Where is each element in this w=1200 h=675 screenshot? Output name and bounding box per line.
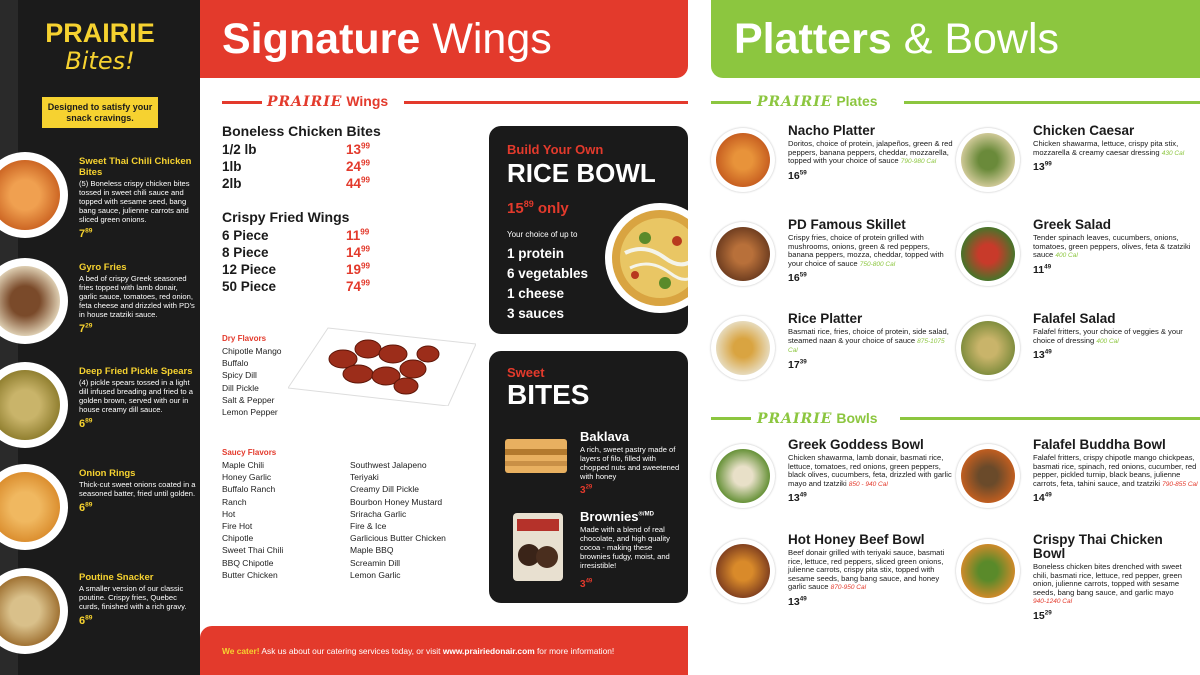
wing-size: 8 Piece	[222, 245, 269, 260]
plate-calories: 400 Cal	[1055, 252, 1078, 260]
flavor-item: Garlicious Butter Chicken	[350, 533, 446, 544]
plate-desc: Chicken shawarma, lettuce, crispy pita stix, mozzarella & creamy caesar dressing 430 Cal	[1033, 139, 1185, 157]
snack-item	[79, 156, 197, 240]
divider-line	[900, 417, 1200, 420]
price: $6^{89}$	[79, 417, 93, 430]
price: $13^{49}$	[788, 595, 807, 608]
platters-header	[711, 0, 1200, 78]
divider-line	[404, 101, 688, 104]
bowl-calories: 790-855 Cal	[1162, 480, 1198, 488]
flavor-item: Salt & Pepper	[222, 394, 275, 405]
flavor-item: Maple BBQ	[350, 545, 394, 556]
plate-desc: Crispy fries, choice of protein grilled with mushrooms, onions, green & red peppers, banana peppers, mozza, cheddar, topped with your choice of sauce 750-800 Cal	[788, 233, 944, 268]
snack-image	[0, 362, 68, 448]
flavor-item: Butter Chicken	[222, 569, 278, 580]
price: $24^{99}$	[346, 158, 371, 174]
price: $3^{29}$	[580, 484, 593, 496]
plate-item	[1033, 312, 1200, 361]
plate-calories: 430 Cal	[1161, 149, 1185, 157]
divider-line	[711, 101, 751, 104]
price: $14^{49}$	[1033, 491, 1052, 505]
saucy-flavors-col1	[222, 459, 283, 581]
bowls-section-title: PRAIRIE Bowls	[757, 410, 878, 427]
plate-title: Rice Platter	[788, 311, 863, 326]
snack-desc: (4) pickle spears tossed in a light dill infused breading and fried to a golden brown, served with our in house creamy dill sauce.	[79, 378, 193, 414]
price: $13^{49}$	[788, 491, 807, 505]
price: $11^{99}$	[346, 227, 370, 243]
plates-section-title: PRAIRIE Plates	[757, 93, 878, 110]
plate-title: Greek Salad	[1033, 217, 1112, 232]
snack-desc: (5) Boneless crispy chicken bites tossed in sweet chili sauce and topped with sesame seed, bang bang sauce, julienne carrots and sliced green onions.	[79, 179, 190, 224]
footer-cater: We cater!	[222, 646, 260, 656]
plate-item	[788, 312, 956, 371]
bowl-item	[788, 438, 956, 504]
brownies-image	[511, 511, 565, 583]
rice-bowl-card	[489, 126, 688, 334]
price: $7^{89}$	[79, 227, 93, 240]
price: $7^{29}$	[79, 322, 93, 335]
bowl-image	[711, 444, 775, 508]
flavor-item: Chipotle	[222, 533, 254, 544]
wing-size: 12 Piece	[222, 262, 277, 277]
price: $11^{49}$	[1033, 263, 1052, 276]
flavor-item: Spicy Dill	[222, 370, 257, 381]
footer-banner	[200, 626, 688, 675]
flavor-item: Creamy Dill Pickle	[350, 484, 419, 495]
plate-desc: Falafel fritters, your choice of veggies & your choice of dressing 400 Cal	[1033, 327, 1183, 345]
snack-title: Sweet Thai Chili Chicken Bites	[79, 156, 192, 178]
snack-image	[0, 568, 68, 654]
price: $16^{59}$	[788, 271, 807, 285]
bowl-desc: Chicken shawarma, lamb donair, basmati rice, lettuce, tomatoes, red onions, green peppers, black olives, cucumbers, feta, drizzled with garlic mayo and tzatziki 850 - 940 Cal	[788, 453, 952, 488]
sweet-title: Baklava	[580, 429, 630, 444]
plate-item	[788, 124, 956, 182]
flavor-item: Hot	[222, 508, 236, 519]
price: $14^{99}$	[346, 244, 371, 260]
sweet-title: BITES	[507, 379, 590, 410]
bowl-image	[956, 444, 1020, 508]
snack-title: Gyro Fries	[79, 262, 127, 273]
price: $13^{99}$	[1033, 160, 1052, 174]
bowl-calories: 870-950 Cal	[830, 584, 867, 592]
price: $44^{99}$	[346, 175, 371, 191]
flavor-item: Screamin Dill	[350, 557, 401, 568]
footer-end: for more information!	[534, 646, 615, 656]
wings-section-title: PRAIRIE Wings	[267, 93, 389, 110]
wings-header-bold: Signature	[222, 15, 421, 63]
snack-desc: Thick-cut sweet onions coated in a seasoned batter, fried until golden.	[79, 480, 196, 498]
plate-desc: Basmati rice, fries, choice of protein, side salad, steamed naan & your choice of sauce 875-1075 Cal	[788, 327, 949, 355]
flavor-item: BBQ Chipotle	[222, 557, 274, 568]
flavor-item: Southwest Jalapeno	[350, 460, 427, 470]
plate-title: Chicken Caesar	[1033, 123, 1135, 138]
bowl-item	[1033, 438, 1200, 504]
plate-calories: 875-1075 Cal	[788, 337, 945, 355]
rice-bowl-choice: Your choice of up to	[507, 230, 578, 239]
snack-item	[79, 468, 197, 514]
rice-bowl-option: 3 sauces	[507, 306, 565, 321]
plate-image	[956, 128, 1020, 192]
price: $16^{59}$	[788, 169, 807, 182]
dry-flavors-list	[222, 345, 282, 418]
wing-size: 50 Piece	[222, 279, 277, 294]
price: $6^{89}$	[79, 614, 93, 627]
bowl-image	[956, 539, 1020, 603]
flavor-item: Sweet Thai Chili	[222, 545, 284, 556]
wing-size: 1lb	[222, 159, 242, 174]
flavor-item: Dill Pickle	[222, 382, 259, 393]
plate-image	[956, 222, 1020, 286]
sweet-bites-card	[489, 351, 688, 603]
brand-subtitle: Bites!	[65, 47, 135, 75]
flavor-item: Ranch	[222, 496, 247, 507]
plate-title: PD Famous Skillet	[788, 217, 906, 232]
price: $13^{49}$	[1033, 348, 1052, 362]
price: $19^{99}$	[346, 261, 371, 277]
snack-image	[0, 152, 68, 238]
flavor-item: Sriracha Garlic	[350, 508, 407, 519]
plate-desc: Doritos, choice of protein, jalapeños, green & red peppers, banana peppers, cheddar, mozzarella, topped with your choice of sauce 790-980 Cal	[788, 139, 953, 166]
flavor-item: Lemon Garlic	[350, 569, 401, 580]
snack-item	[79, 572, 197, 627]
price: $74^{99}$	[346, 278, 371, 294]
snack-title: Onion Rings	[79, 468, 136, 479]
sweet-title: Brownies$^{®/MD}$	[580, 509, 654, 524]
divider-line	[904, 101, 1200, 104]
rice-bowl-option: 1 cheese	[507, 286, 565, 301]
snack-item	[79, 262, 197, 335]
plate-calories: 790-980 Cal	[900, 158, 937, 166]
boneless-title: Boneless Chicken Bites	[222, 123, 381, 139]
price: $3^{49}$	[580, 578, 593, 590]
wing-size: 2lb	[222, 176, 242, 191]
rice-bowl-line1: Build Your Own	[507, 142, 604, 157]
sweet-desc: A rich, sweet pastry made of layers of filo, filled with chopped nuts and sweetened with honey	[580, 445, 680, 481]
bowl-calories: 940-1240 Cal	[1033, 598, 1073, 606]
plate-image	[711, 316, 775, 380]
crispy-title: Crispy Fried Wings	[222, 209, 350, 225]
wings-header	[200, 0, 688, 78]
wing-size: 6 Piece	[222, 228, 269, 243]
bowl-image	[711, 539, 775, 603]
sweet-desc: Made with a blend of real chocolate, and high quality cocoa - making these brownies fudgy, moist, and irresistible!	[580, 525, 670, 570]
price: $15^{29}$	[1033, 609, 1052, 622]
snack-desc: A smaller version of our classic poutine. Crispy fries, Quebec curds, finished with a rich gravy.	[79, 584, 187, 611]
snack-desc: A bed of crispy Greek seasoned fries topped with lamb donair, garlic sauce, tomatoes, red onion, feta cheese and drizzled with PD's in house tzatziki sauce.	[79, 274, 195, 319]
rice-bowl-price: $15^{89}$ only	[507, 199, 569, 217]
footer-text: Ask us about our catering services today, or visit	[259, 646, 443, 656]
snack-title: Poutine Snacker	[79, 572, 154, 583]
price: $13^{99}$	[346, 141, 371, 157]
flavor-item: Buffalo Ranch	[222, 484, 276, 495]
bowl-item	[788, 533, 956, 608]
platters-header-light: & Bowls	[903, 15, 1060, 63]
wings-plate-image	[288, 324, 476, 406]
plate-image	[711, 128, 775, 192]
flavor-item: Honey Garlic	[222, 472, 272, 483]
rice-bowl-option: 1 protein	[507, 246, 565, 261]
divider-line	[222, 101, 262, 104]
wings-header-light: Wings	[432, 15, 552, 63]
snack-title: Deep Fried Pickle Spears	[79, 366, 193, 377]
price: $6^{89}$	[79, 501, 93, 514]
price: $17^{39}$	[788, 358, 807, 371]
bowl-calories: 850 - 940 Cal	[848, 480, 888, 488]
flavor-item: Fire Hot	[222, 521, 253, 532]
rice-bowl-title: RICE BOWL	[507, 158, 656, 188]
plate-calories: 750-800 Cal	[859, 260, 896, 268]
plate-item	[788, 218, 956, 284]
snacks-panel	[0, 0, 200, 675]
brand-title: PRAIRIE	[45, 18, 155, 48]
saucy-flavors-col2	[350, 459, 446, 581]
platters-header-bold: Platters	[734, 15, 892, 63]
flavor-item: Bourbon Honey Mustard	[350, 496, 443, 507]
dry-flavors-title: Dry Flavors	[222, 334, 267, 343]
bowl-title: Hot Honey Beef Bowl	[788, 532, 925, 547]
saucy-flavors-title: Saucy Flavors	[222, 448, 277, 457]
snack-image	[0, 464, 68, 550]
tagline-badge: Designed to satisfy your snack cravings.	[42, 97, 158, 128]
plate-item	[1033, 218, 1200, 276]
plate-title: Falafel Salad	[1033, 311, 1116, 326]
bowl-title: Falafel Buddha Bowl	[1033, 437, 1166, 452]
flavor-item: Lemon Pepper	[222, 407, 278, 418]
plate-image	[711, 222, 775, 286]
plate-calories: 400 Cal	[1096, 337, 1119, 345]
wing-size: 1/2 lb	[222, 142, 257, 157]
plate-desc: Tender spinach leaves, cucumbers, onions, tomatoes, green peppers, olives, feta & tzatziki sauce 400 Cal	[1033, 233, 1191, 260]
rice-bowl-option: 6 vegetables	[507, 266, 589, 281]
bowl-title: Greek Goddess Bowl	[788, 437, 924, 452]
baklava-image	[503, 433, 569, 477]
plate-image	[956, 316, 1020, 380]
rice-bowl-image	[605, 203, 688, 313]
bowl-desc: Boneless chicken bites drenched with sweet chili, basmati rice, lettuce, red pepper, green onion, julienne carrots, topped with sesame seeds, bang bang sauce, and garlic mayo 940-1240 Cal	[1033, 562, 1183, 606]
flavor-item: Chipotle Mango	[222, 346, 282, 356]
flavor-item: Maple Chili	[222, 460, 265, 470]
flavor-item: Teriyaki	[350, 472, 379, 483]
flavor-item: Fire & Ice	[350, 521, 387, 532]
bowl-desc: Beef donair grilled with teriyaki sauce, basmati rice, lettuce, red peppers, sliced green onions, julienne carrots, crispy pita stix, topped with sesame seeds, bang bang sauce, and honey garlic sauce 870-950 Cal	[788, 548, 945, 592]
flavor-item: Buffalo	[222, 358, 249, 369]
plate-item	[1033, 124, 1200, 173]
bowl-title: Crispy Thai Chicken Bowl	[1033, 532, 1163, 561]
bowl-desc: Falafel fritters, crispy chipotle mango chickpeas, basmati rice, spinach, red onions, cucumber, red pepper, pickled turnip, black beans, julienne carrots, feta, tahini sauce, and tzatziki 790-855 Cal	[1033, 453, 1198, 488]
snack-item	[79, 366, 197, 430]
snack-image	[0, 258, 68, 344]
divider-line	[711, 417, 751, 420]
footer-url-link[interactable]: www.prairiedonair.com	[442, 646, 535, 656]
sweet-line1: Sweet	[507, 365, 545, 380]
plate-title: Nacho Platter	[788, 123, 876, 138]
bowl-item	[1033, 533, 1183, 622]
